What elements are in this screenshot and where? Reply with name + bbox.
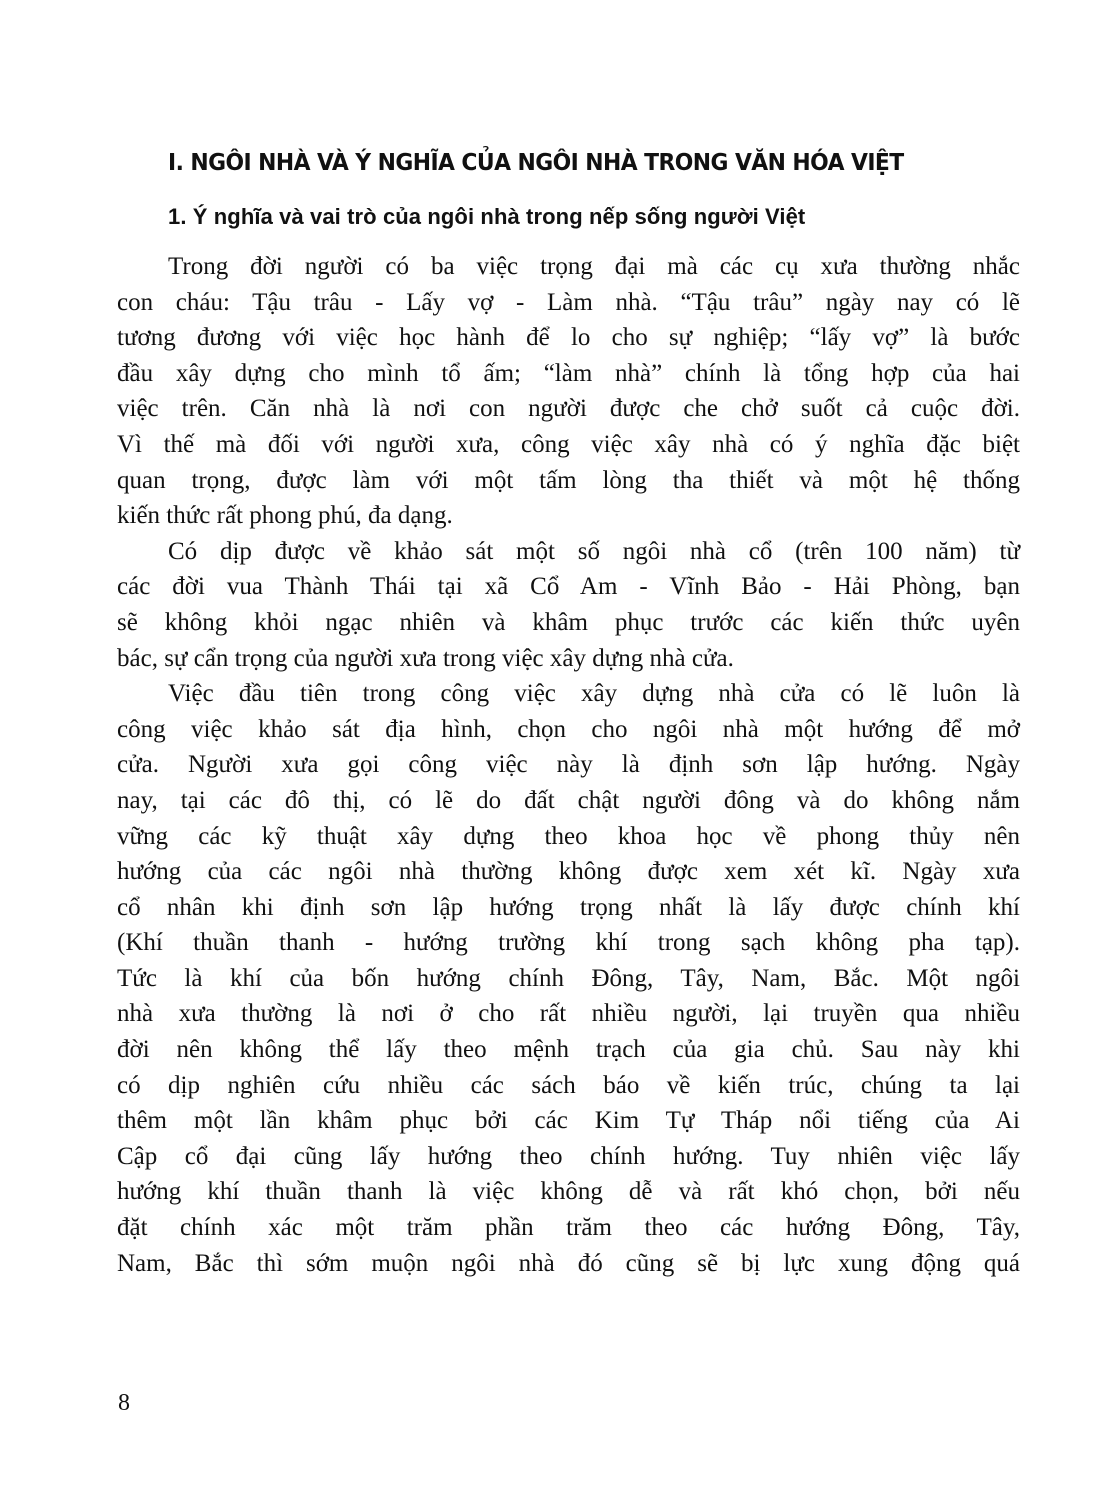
text-line: kiến thức rất phong phú, đa dạng. <box>117 502 453 530</box>
text-line: cửa. Người xưa gọi công việc này là định sơn lập hướng. Ngày <box>117 751 1020 779</box>
text-line: việc trên. Căn nhà là nơi con người được che chở suốt cả cuộc đời. <box>117 395 1020 423</box>
text-line: Cập cổ đại cũng lấy hướng theo chính hướng. Tuy nhiên việc lấy <box>117 1142 1020 1170</box>
text-line: tương đương với việc học hành để lo cho sự nghiệp; “lấy vợ” là bước <box>117 324 1020 352</box>
text-line: Trong đời người có ba việc trọng đại mà các cụ xưa thường nhắc <box>168 253 1020 280</box>
text-line: con cháu: Tậu trâu - Lấy vợ - Làm nhà. “Tậu trâu” ngày nay có lẽ <box>117 288 1020 316</box>
page-number: 8 <box>118 1390 130 1416</box>
text-line: Vì thế mà đối với người xưa, công việc xây nhà có ý nghĩa đặc biệt <box>117 430 1020 458</box>
text-line: vững các kỹ thuật xây dựng theo khoa học về phong thủy nên <box>117 822 1020 850</box>
text-line: đầu xây dựng cho mình tổ ấm; “làm nhà” chính là tổng hợp của hai <box>117 359 1020 387</box>
text-line: công việc khảo sát địa hình, chọn cho ngôi nhà một hướng để mở <box>117 715 1020 743</box>
text-line: Việc đầu tiên trong công việc xây dựng nhà cửa có lẽ luôn là <box>168 680 1020 708</box>
text-line: Tức là khí của bốn hướng chính Đông, Tây, Nam, Bắc. Một ngôi <box>117 964 1020 992</box>
text-line: bác, sự cẩn trọng của người xưa trong việc xây dựng nhà cửa. <box>117 644 734 672</box>
text-line: Có dịp được về khảo sát một số ngôi nhà cổ (trên 100 năm) từ <box>168 537 1020 565</box>
section-heading: I. NGÔI NHÀ VÀ Ý NGHĨA CỦA NGÔI NHÀ TRONG VĂN HÓA VIỆT <box>168 148 904 176</box>
text-line: sẽ không khỏi ngạc nhiên và khâm phục trước các kiến thức uyên <box>117 608 1020 636</box>
text-line: thêm một lần khâm phục bởi các Kim Tự Tháp nổi tiếng của Ai <box>117 1107 1020 1135</box>
text-line: quan trọng, được làm với một tấm lòng tha thiết và một hệ thống <box>117 466 1020 494</box>
text-line: nay, tại các đô thị, có lẽ do đất chật người đông và do không nắm <box>117 786 1020 814</box>
text-line: đời nên không thể lấy theo mệnh trạch của gia chủ. Sau này khi <box>117 1036 1020 1064</box>
body-text <box>117 249 1020 1281</box>
text-line: (Khí thuần thanh - hướng trường khí trong sạch không pha tạp). <box>117 929 1020 957</box>
text-line: nhà xưa thường là nơi ở cho rất nhiều người, lại truyền qua nhiều <box>117 1000 1020 1028</box>
text-line: Nam, Bắc thì sớm muộn ngôi nhà đó cũng sẽ bị lực xung động quá <box>117 1249 1020 1277</box>
text-line: các đời vua Thành Thái tại xã Cổ Am - Vĩnh Bảo - Hải Phòng, bạn <box>117 573 1020 601</box>
paragraph <box>117 249 1020 534</box>
paragraph <box>117 534 1020 676</box>
text-line: cổ nhân khi định sơn lập hướng trọng nhất là lấy được chính khí <box>117 893 1020 921</box>
text-line: đặt chính xác một trăm phần trăm theo các hướng Đông, Tây, <box>117 1214 1020 1242</box>
sub-heading: 1. Ý nghĩa và vai trò của ngôi nhà trong nếp sống người Việt <box>168 204 806 229</box>
text-line: hướng khí thuần thanh là việc không dễ và rất khó chọn, bởi nếu <box>117 1178 1020 1206</box>
paragraph <box>117 676 1020 1281</box>
text-line: hướng của các ngôi nhà thường không được xem xét kĩ. Ngày xưa <box>117 858 1020 886</box>
text-line: có dịp nghiên cứu nhiều các sách báo về kiến trúc, chúng ta lại <box>117 1071 1020 1099</box>
